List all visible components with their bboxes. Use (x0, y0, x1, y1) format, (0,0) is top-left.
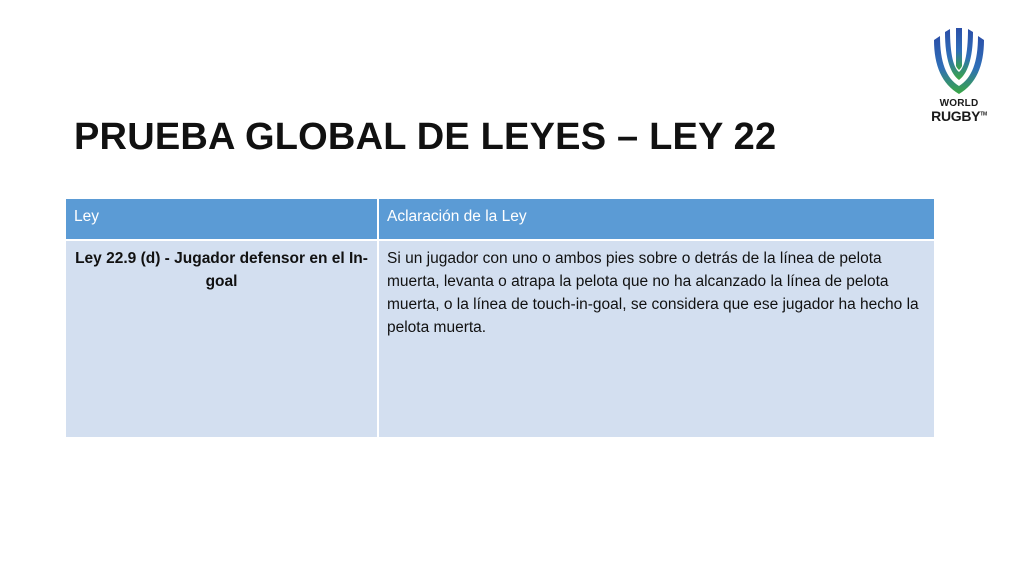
logo-rugby-text (926, 108, 992, 124)
law-name-cell: Ley 22.9 (d) - Jugador defensor en el In-goal (65, 240, 378, 438)
world-rugby-logo (926, 26, 992, 130)
logo-world-text: WORLD (939, 98, 979, 109)
header-clarification: Aclaración de la Ley (378, 198, 935, 240)
slide-title: PRUEBA GLOBAL DE LEYES – LEY 22 (74, 116, 777, 158)
header-law: Ley (65, 198, 378, 240)
world-rugby-emblem-icon (926, 26, 992, 98)
logo-trademark: TM (980, 111, 987, 118)
law-clarification-cell: Si un jugador con uno o ambos pies sobre o detrás de la línea de pelota muerta, levanta o atrapa la pelota que no ha alcanzado la línea de pelota muerta, o la línea de touch-in-goal, se considera que ese jugador ha hecho la pelota muerta. (378, 240, 935, 438)
table-row (65, 240, 935, 438)
table-header-row (65, 198, 935, 240)
law-clarification-table (64, 197, 936, 439)
logo-rugby-word: RUGBY (931, 108, 981, 124)
